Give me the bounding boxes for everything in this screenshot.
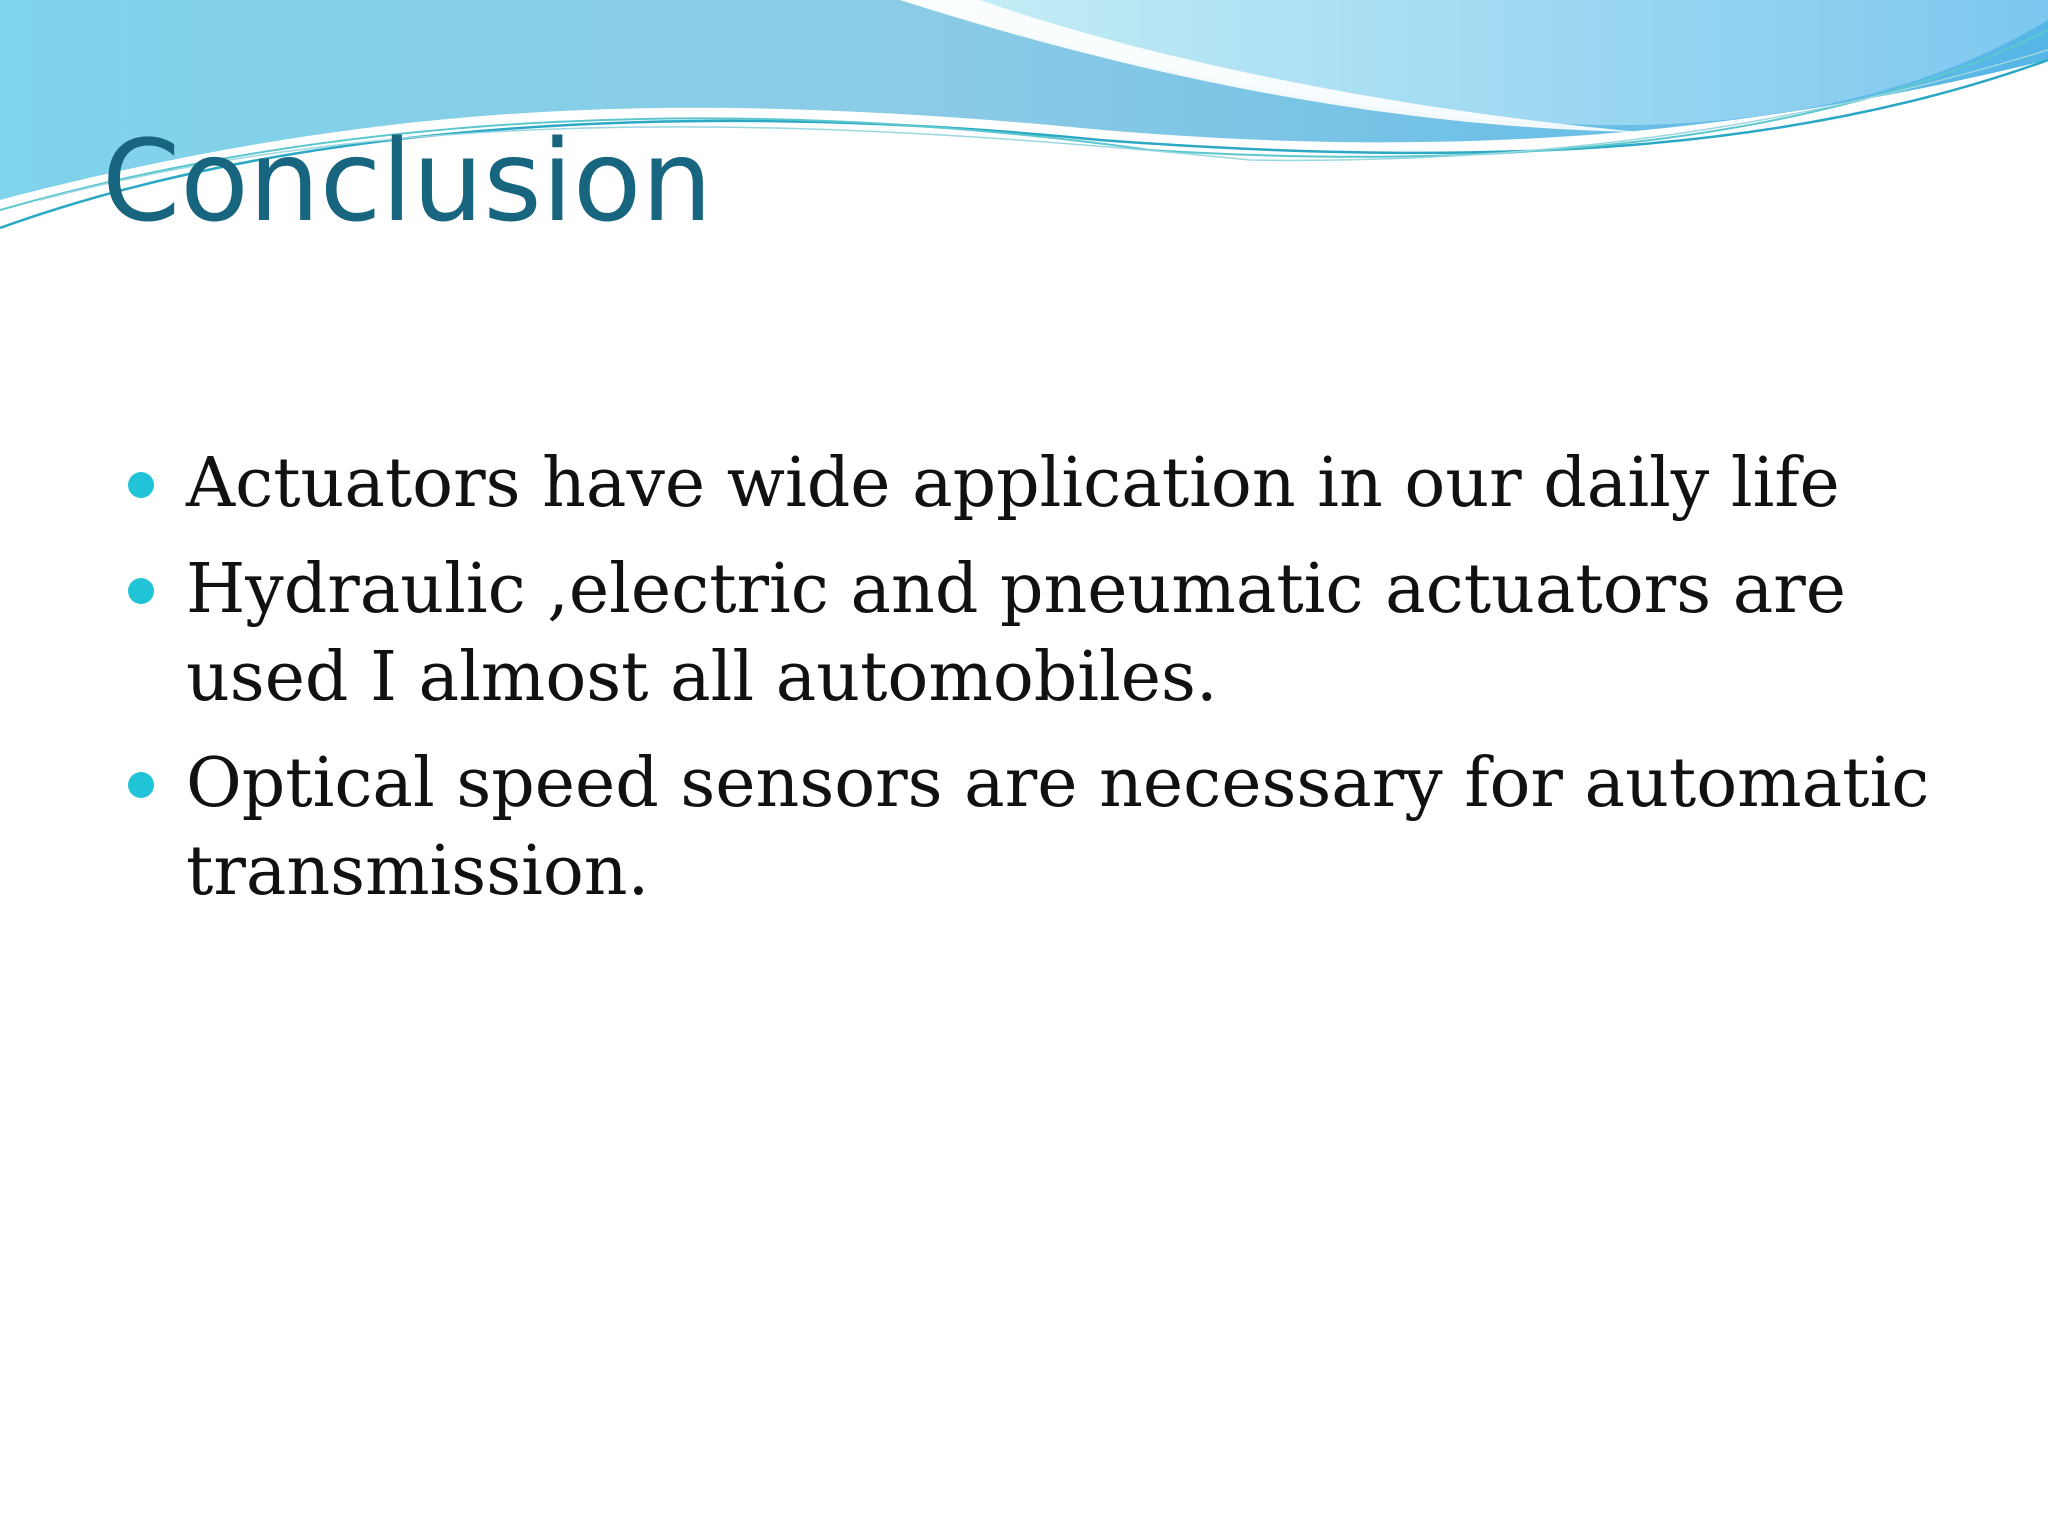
bullet-dot-icon <box>128 772 154 798</box>
slide-title: Conclusion <box>102 117 713 247</box>
bullet-text-2: Hydraulic ,electric and pneumatic actuators are used I almost all automobiles. <box>186 550 1846 717</box>
bullet-dot-icon <box>128 578 154 604</box>
bullet-text-3: Optical speed sensors are necessary for automatic transmission. <box>186 744 1930 911</box>
bullet-item-3 <box>128 740 1968 916</box>
bullet-item-1 <box>128 440 1968 528</box>
bullet-dot-icon <box>128 472 154 498</box>
bullet-list <box>128 440 1968 934</box>
bullet-item-2 <box>128 546 1968 722</box>
bullet-text-1: Actuators have wide application in our daily life <box>186 444 1840 523</box>
